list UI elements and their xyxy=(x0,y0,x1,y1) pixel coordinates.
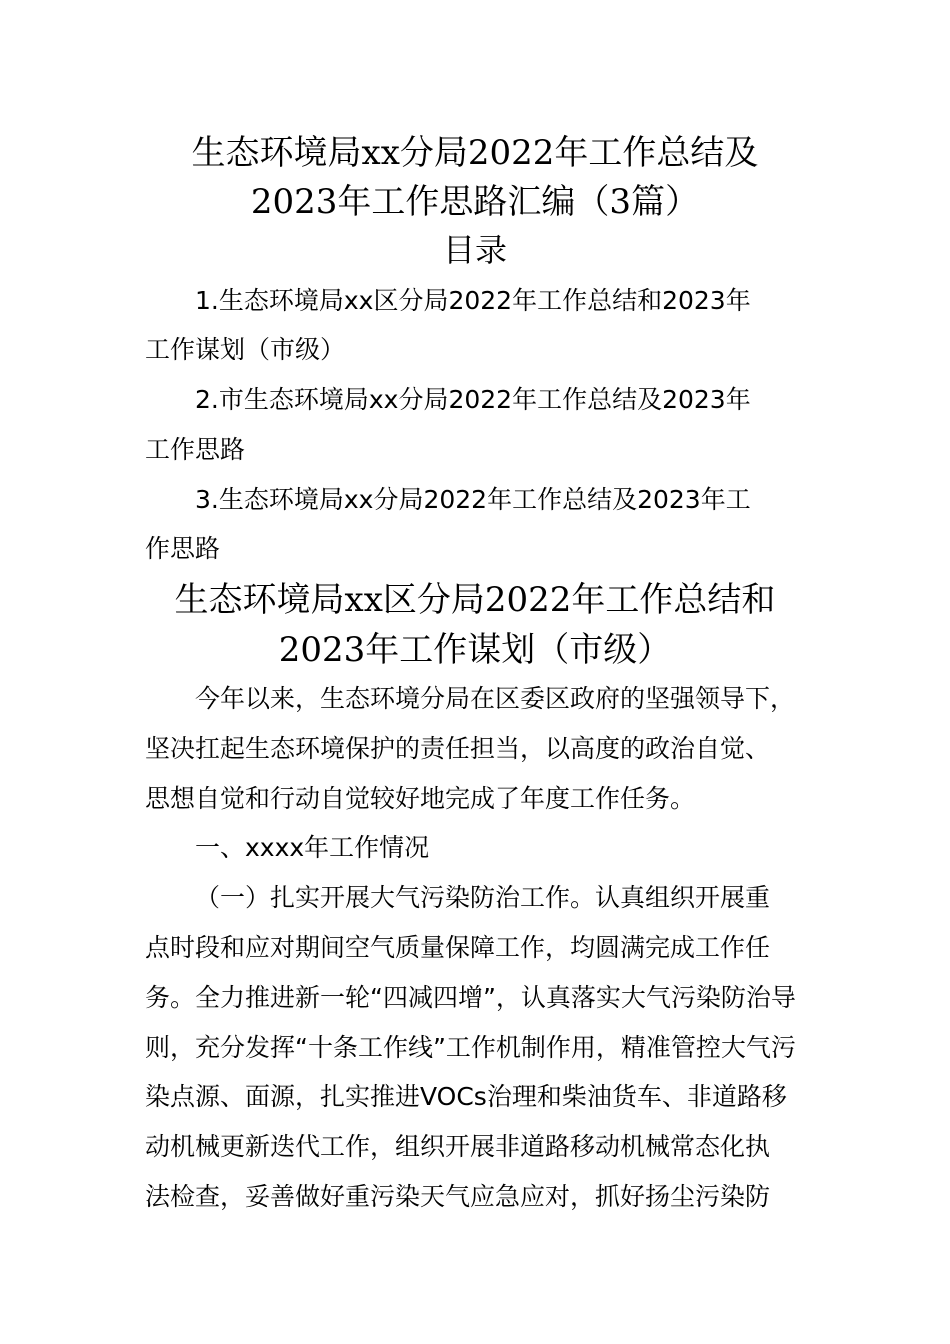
toc-item-3-line-1: 3.生态环境局xx分局2022年工作总结及2023年工 xyxy=(195,485,751,514)
para-1-line-3: 务。全力推进新一轮“四减四增”，认真落实大气污染防治导 xyxy=(145,983,796,1012)
para-1-line-4: 则，充分发挥“十条工作线”工作机制作用，精准管控大气污 xyxy=(145,1033,796,1062)
article-title-line-1: 生态环境局xx区分局2022年工作总结和 xyxy=(174,580,776,620)
para-1-line-2: 点时段和应对期间空气质量保障工作，均圆满完成工作任 xyxy=(145,933,771,962)
toc-item-1-line-2: 工作谋划（市级） xyxy=(145,335,346,364)
toc-heading: 目录 xyxy=(442,231,507,269)
doc-title-line-1: 生态环境局xx分局2022年工作总结及 xyxy=(191,133,759,173)
doc-title-line-2: 2023年工作思路汇编（3篇） xyxy=(250,182,700,222)
toc-item-3-line-2: 作思路 xyxy=(145,534,221,563)
intro-line-2: 坚决扛起生态环境保护的责任担当，以高度的政治自觉、 xyxy=(145,734,771,763)
toc-item-2-line-1: 2.市生态环境局xx分局2022年工作总结及2023年 xyxy=(195,385,751,414)
para-1-line-1: （一）扎实开展大气污染防治工作。认真组织开展重 xyxy=(195,883,771,912)
intro-line-1: 今年以来，生态环境分局在区委区政府的坚强领导下， xyxy=(195,684,796,713)
para-1-line-5: 染点源、面源，扎实推进VOCs治理和柴油货车、非道路移 xyxy=(145,1082,787,1111)
toc-item-2-line-2: 工作思路 xyxy=(145,435,246,464)
intro-line-3: 思想自觉和行动自觉较好地完成了年度工作任务。 xyxy=(145,784,696,813)
toc-item-1-line-1: 1.生态环境局xx区分局2022年工作总结和2023年 xyxy=(195,286,751,315)
para-1-line-7: 法检查，妥善做好重污染天气应急应对，抓好扬尘污染防 xyxy=(145,1182,771,1211)
article-title-line-2: 2023年工作谋划（市级） xyxy=(278,630,672,670)
para-1-line-6: 动机械更新迭代工作，组织开展非道路移动机械常态化执 xyxy=(145,1132,771,1161)
section-heading: 一、xxxx年工作情况 xyxy=(195,833,430,862)
